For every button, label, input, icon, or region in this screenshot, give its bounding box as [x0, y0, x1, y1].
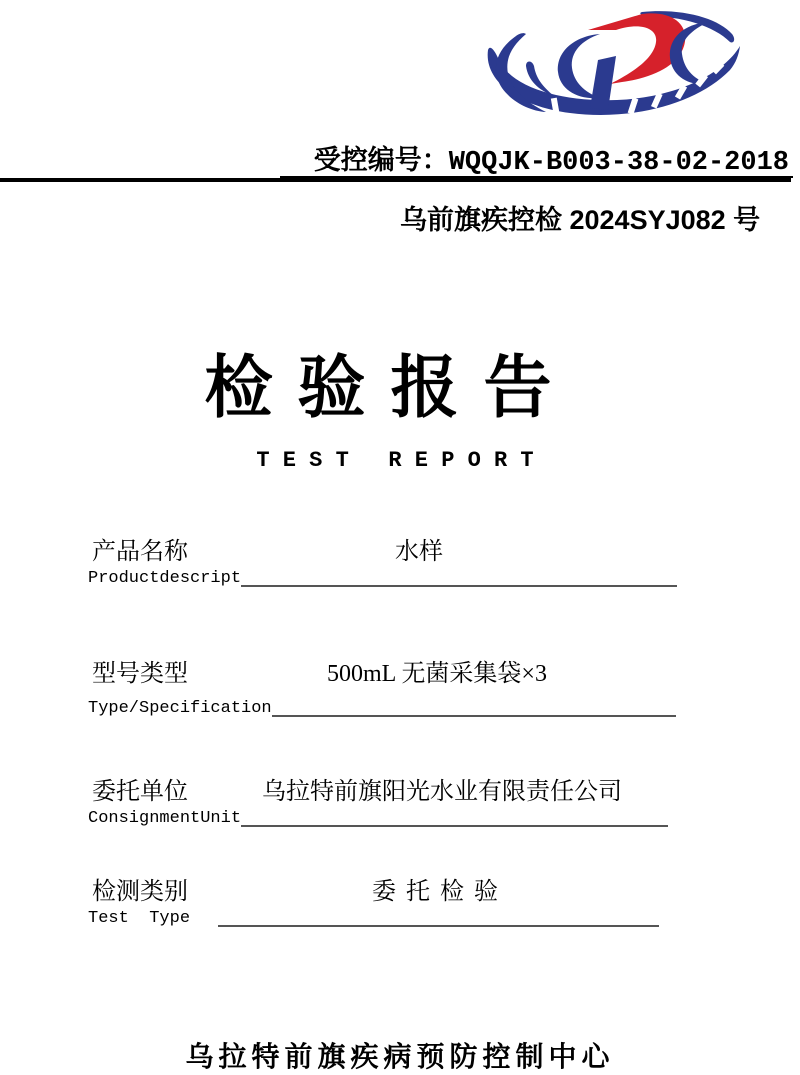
header-rule: [0, 178, 791, 182]
consignment-unit-label-en: ConsignmentUnit: [88, 809, 242, 828]
product-name-label: 产品名称: [92, 539, 188, 565]
control-number-label: 受控编号：: [313, 145, 449, 175]
test-type-label: 检测类别: [92, 879, 188, 905]
test-type-fill-line: [218, 925, 659, 927]
field-row-test-type: [88, 876, 659, 929]
field-row-consignment-unit: [88, 776, 668, 829]
report-title-cn: 检 验 报 告: [204, 350, 556, 426]
test-type-label-en: Test Type: [88, 909, 191, 928]
test-type-value: 委托检验: [372, 879, 508, 905]
document-number: 乌前旗疾控检 2024SYJ082 号: [400, 205, 761, 235]
control-number-underline: [280, 145, 793, 178]
field-row-type-spec: [88, 658, 676, 719]
type-spec-label: 型号类型: [92, 661, 188, 687]
field-row-product-name: [88, 536, 677, 589]
control-number-value: WQQJK-B003-38-02-2018: [448, 148, 789, 178]
consignment-unit-label: 委托单位: [92, 779, 188, 805]
footer-org-name: 乌拉特前旗疾病预防控制中心: [185, 1042, 615, 1073]
type-spec-fill-line: [272, 715, 676, 717]
type-spec-value: 500mL 无菌采集袋×3: [327, 661, 547, 687]
product-name-fill-line: [241, 585, 677, 587]
type-spec-label-en: Type/Specification: [88, 699, 272, 718]
control-number-line: [0, 138, 793, 178]
cdc-logo-icon: [482, 6, 740, 118]
consignment-unit-value: 乌拉特前旗阳光水业有限责任公司: [262, 779, 622, 805]
consignment-unit-fill-line: [241, 825, 668, 827]
report-title-en: T E S T R E P O R T: [256, 448, 534, 473]
product-name-label-en: Productdescript: [88, 569, 242, 588]
product-name-value: 水样: [395, 539, 443, 565]
